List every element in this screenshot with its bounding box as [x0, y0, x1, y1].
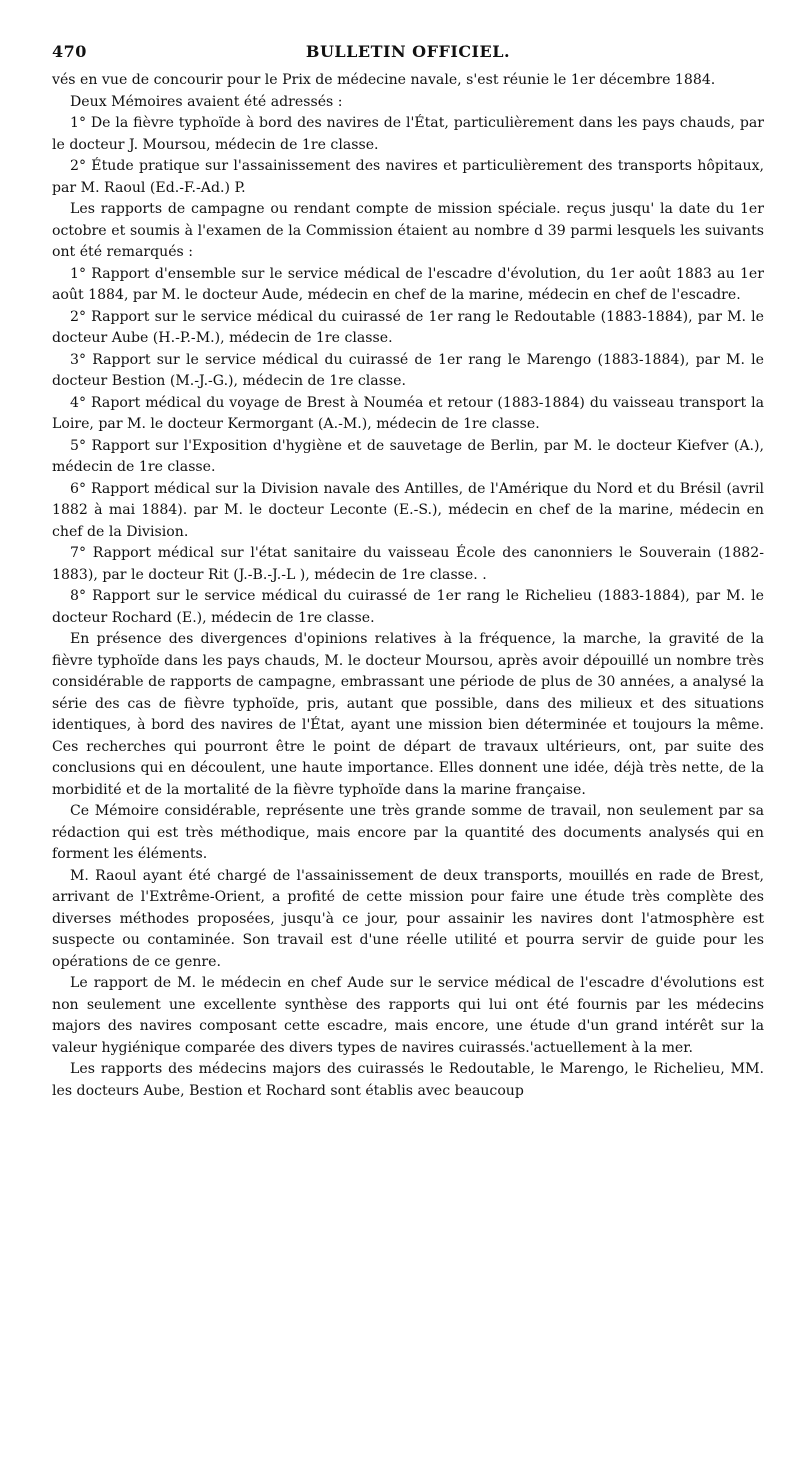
paragraph: 1° Rapport d'ensemble sur le service médical de l'escadre d'évolution, du 1er août 1883 au 1er août 1884, par M. le docteur Aude, médecin en chef de la marine, médecin en chef de l'escadre.	[52, 265, 764, 303]
paragraph: 6° Rapport médical sur la Division navale des Antilles, de l'Amérique du Nord et du Brésil (avril 1882 à mai 1884). par M. le docteur Leconte (E.-S.), médecin en chef de la marine, médecin en chef de la Division.	[52, 480, 764, 540]
paragraph: Ce Mémoire considérable, représente une très grande somme de travail, non seulement par sa rédaction qui est très méthodique, mais encore par la quantité des documents analysés qui en forment les éléments.	[52, 803, 764, 862]
document-page	[52, 36, 764, 1102]
paragraph: 4° Raport médical du voyage de Brest à Nouméa et retour (1883-1884) du vaisseau transport la Loire, par M. le docteur Kermorgant (A.-M.), médecin de 1re classe.	[52, 394, 764, 432]
page-header	[52, 36, 764, 66]
paragraph: Le rapport de M. le médecin en chef Aude sur le service médical de l'escadre d'évolutions est non seulement une excellente synthèse des rapports qui lui ont été fournis par les médecins majors des navires composant cette escadre, mais encore, une étude d'un grand intérêt sur la valeur hygiénique comparée des divers types de navires cuirassés.'actuellement à la mer.	[52, 975, 764, 1056]
paragraph: 2° Rapport sur le service médical du cuirassé de 1er rang le Redoutable (1883-1884), par M. le docteur Aube (H.-P.-M.), médecin de 1re classe.	[52, 308, 764, 346]
paragraph: 1° De la fièvre typhoïde à bord des navires de l'État, particulièrement dans les pays chauds, par le docteur J. Moursou, médecin de 1re classe.	[52, 115, 764, 153]
paragraph: 8° Rapport sur le service médical du cuirassé de 1er rang le Richelieu (1883-1884), par M. le docteur Rochard (E.), médecin de 1re classe.	[52, 588, 764, 626]
paragraph: Deux Mémoires avaient été adressés :	[70, 93, 343, 110]
paragraph: 5° Rapport sur l'Exposition d'hygiène et de sauvetage de Berlin, par M. le docteur Kiefver (A.), médecin de 1re classe.	[52, 437, 764, 475]
paragraph: M. Raoul ayant été chargé de l'assainissement de deux transports, mouillés en rade de Brest, arrivant de l'Extrême-Orient, a profité de cette mission pour faire une étude très complète des diverses méthodes proposées, jusqu'à ce jour, pour assainir les navires dont l'atmosphère est suspecte ou contaminée. Son travail est d'une réelle utilité et pourra servir de guide pour les opérations de ce genre.	[52, 867, 764, 970]
paragraph: 7° Rapport médical sur l'état sanitaire du vaisseau École des canonniers le Souverain (1882-1883), par le docteur Rit (J.-B.-J.-L ), médecin de 1re classe. .	[52, 545, 764, 583]
paragraph: Les rapports de campagne ou rendant compte de mission spéciale. reçus jusqu' la date du 1er octobre et soumis à l'examen de la Commission étaient au nombre d 39 parmi lesquels les suivants ont été remarqués :	[52, 201, 764, 260]
page-number: 470	[52, 42, 87, 61]
running-title: BULLETIN OFFICIEL.	[305, 42, 511, 61]
body-text	[52, 70, 764, 1102]
paragraph: 3° Rapport sur le service médical du cuirassé de 1er rang le Marengo (1883-1884), par M. le docteur Bestion (M.-J.-G.), médecin de 1re classe.	[52, 351, 764, 389]
paragraph: 2° Étude pratique sur l'assainissement des navires et particulièrement des transports hôpitaux, par M. Raoul (Ed.-F.-Ad.) P.	[52, 158, 764, 196]
paragraph: Les rapports des médecins majors des cuirassés le Redoutable, le Marengo, le Richelieu, MM. les docteurs Aube, Bestion et Rochard sont établis avec beaucoup	[52, 1061, 764, 1099]
paragraph: En présence des divergences d'opinions relatives à la fréquence, la marche, la gravité de la fièvre typhoïde dans les pays chauds, M. le docteur Moursou, après avoir dépouillé un nombre très considérable de rapports de campagne, embrassant une période de plus de 30 années, a analysé la série des cas de fièvre typhoïde, pris, autant que possible, dans des milieux et des situations identiques, à bord des navires de l'État, ayant une mission bien déterminée et toujours la même. Ces recherches qui pourront être le point de départ de travaux ultérieurs, ont, par suite des conclusions qui en découlent, une haute importance. Elles donnent une idée, déjà très nette, de la morbidité et de la mortalité de la fièvre typhoïde dans la marine française.	[52, 631, 764, 798]
paragraph: vés en vue de concourir pour le Prix de médecine navale, s'est réunie le 1er décembre 1884.	[52, 72, 716, 88]
